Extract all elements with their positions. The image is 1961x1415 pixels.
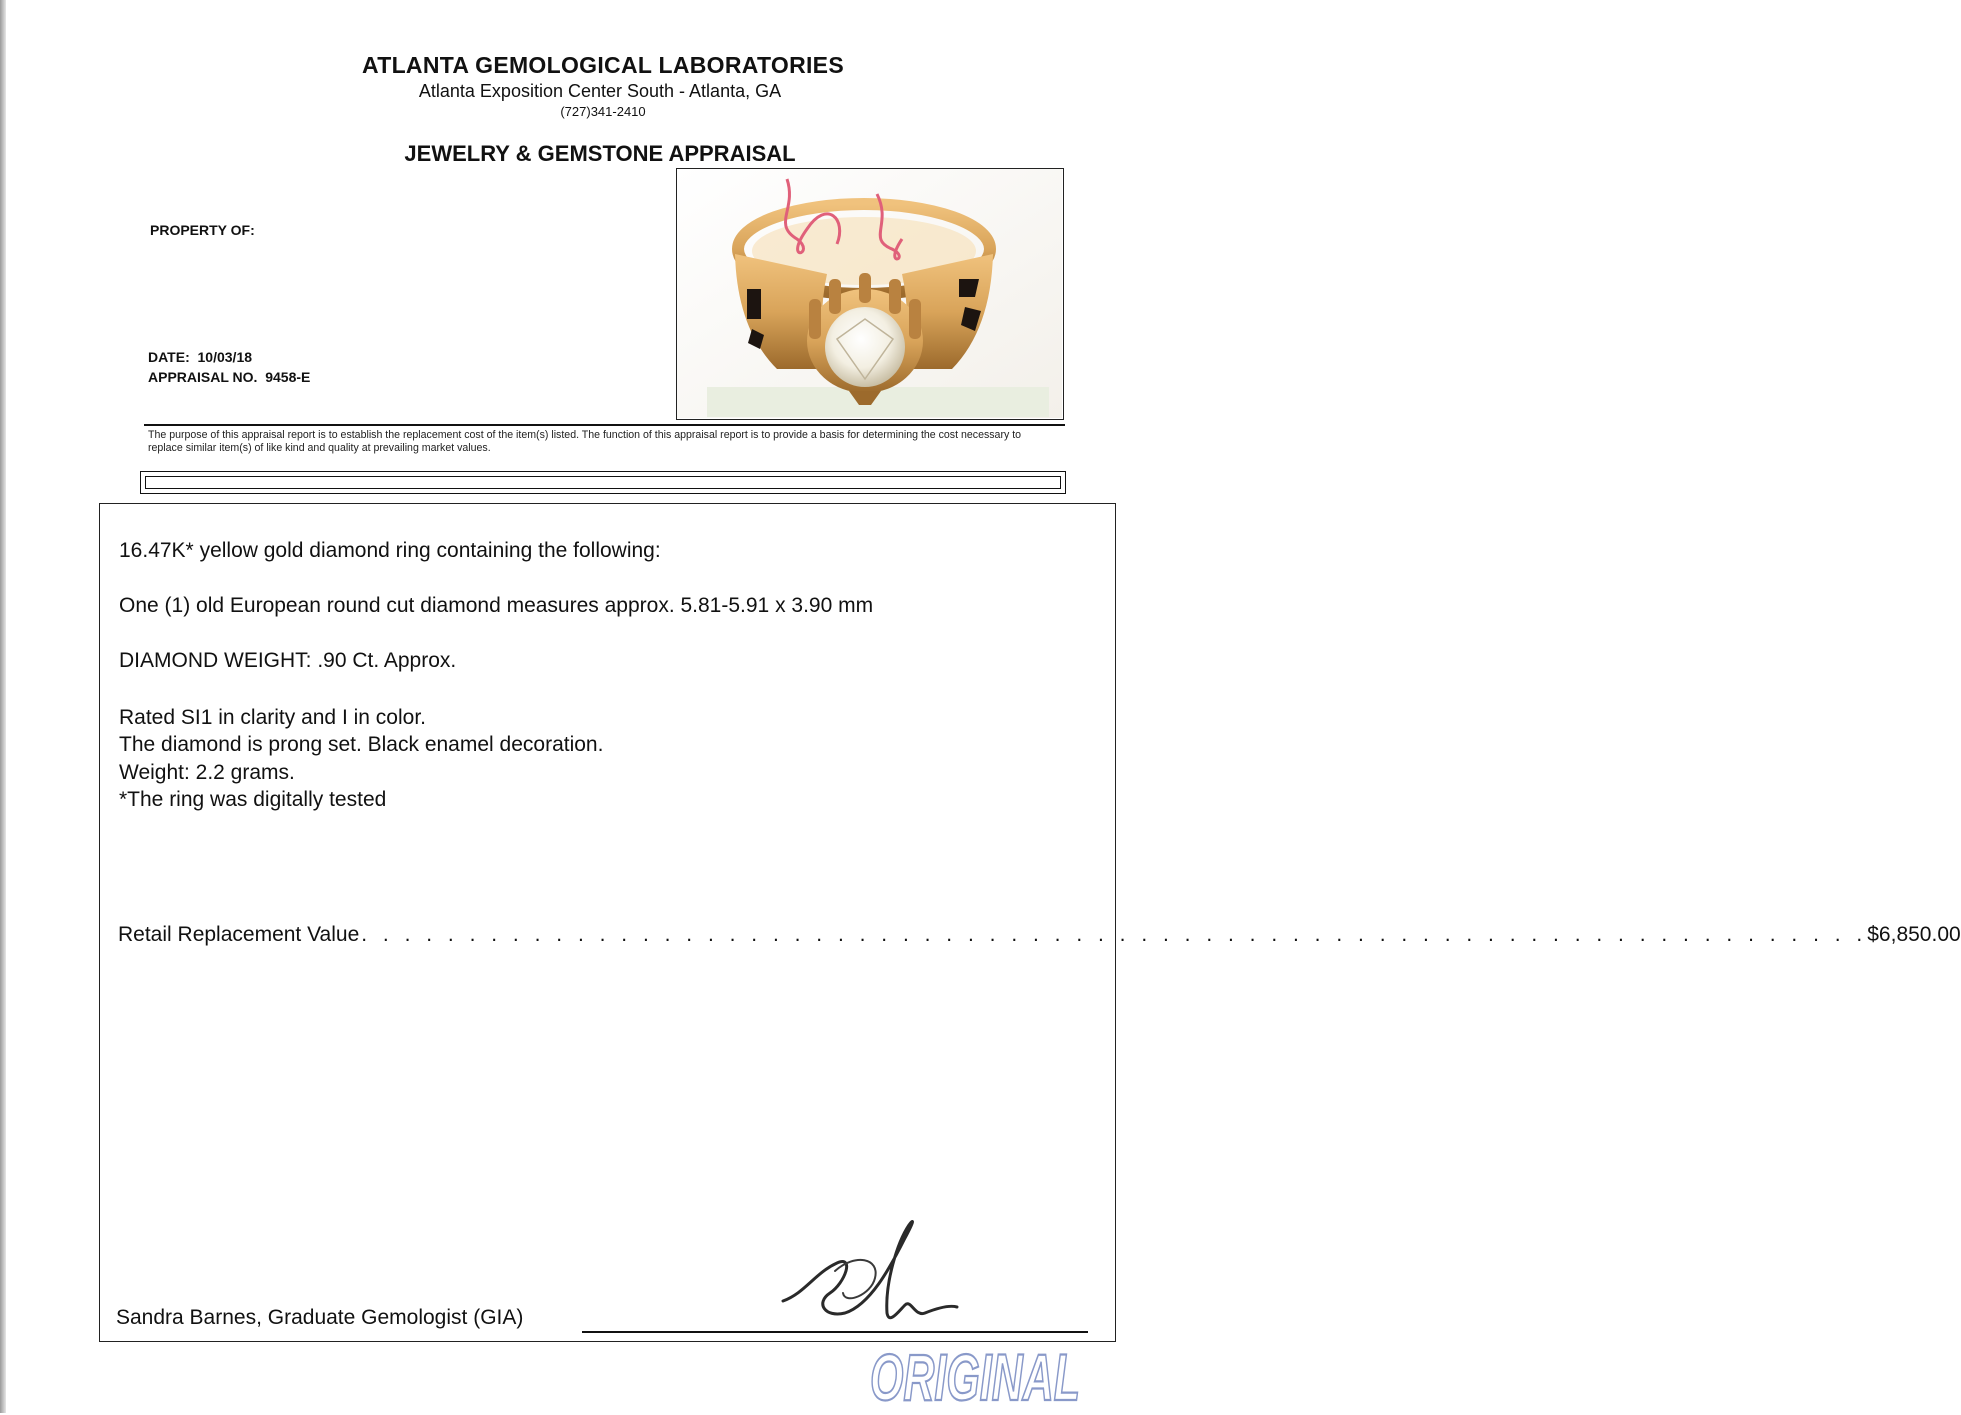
- date-value: 10/03/18: [197, 349, 253, 365]
- lab-name: ATLANTA GEMOLOGICAL LABORATORIES: [362, 52, 844, 78]
- note-weight: Weight: 2.2 grams.: [119, 760, 295, 784]
- scan-edge-shadow: [0, 0, 6, 1413]
- dot-leader: . . . . . . . . . . . . . . . . . . . . . . . . . . . . . . . . . . . . . . . . . . . . . . . . . . . . . . . . . . . . . . . . . . . . . .: [361, 923, 1868, 946]
- original-stamp: [866, 1338, 1086, 1415]
- signature-line: [582, 1331, 1088, 1333]
- signatory-name: Sandra Barnes, Graduate Gemologist (GIA): [116, 1306, 524, 1329]
- note-testing: *The ring was digitally tested: [119, 787, 387, 811]
- purpose-statement: The purpose of this appraisal report is to establish the replacement cost of the item(s) listed. The function of this appraisal report is to provide a basis for determining the cost necessary to replace similar item(s) of like kind and quality at prevailing market values.: [148, 429, 1022, 454]
- document-title: JEWELRY & GEMSTONE APPRAISAL: [404, 141, 796, 166]
- date-label: DATE:: [148, 349, 190, 365]
- original-stamp-text: ORIGINAL: [870, 1340, 1080, 1414]
- replacement-value-row: [118, 923, 1961, 951]
- date-row: [148, 349, 252, 365]
- appraisal-number-value: 9458-E: [265, 369, 311, 385]
- note-clarity-color: Rated SI1 in clarity and I in color.: [119, 706, 426, 729]
- description-notes: [119, 704, 603, 813]
- diamond-weight-line: DIAMOND WEIGHT: .90 Ct. Approx.: [119, 649, 457, 672]
- ring-photo-icon: [677, 169, 1062, 418]
- lab-phone: (727)341-2410: [560, 104, 646, 119]
- property-of-label: PROPERTY OF:: [150, 222, 255, 238]
- replacement-value-amount: $6,850.00: [1867, 923, 1961, 946]
- appraisal-number-label: APPRAISAL NO.: [148, 369, 258, 385]
- signature-icon: [775, 1213, 965, 1338]
- description-line-1: 16.47K* yellow gold diamond ring containing the following:: [119, 539, 661, 562]
- note-setting: The diamond is prong set. Black enamel decoration.: [119, 733, 604, 757]
- replacement-value-label: Retail Replacement Value: [118, 923, 360, 946]
- appraisal-number-row: [148, 369, 310, 385]
- header-rule: [144, 424, 1065, 426]
- description-line-2: One (1) old European round cut diamond measures approx. 5.81-5.91 x 3.90 mm: [119, 594, 874, 617]
- lab-address: Atlanta Exposition Center South - Atlanta, GA: [418, 81, 782, 101]
- item-photo-frame: [676, 168, 1064, 420]
- blank-title-bar: [140, 471, 1066, 494]
